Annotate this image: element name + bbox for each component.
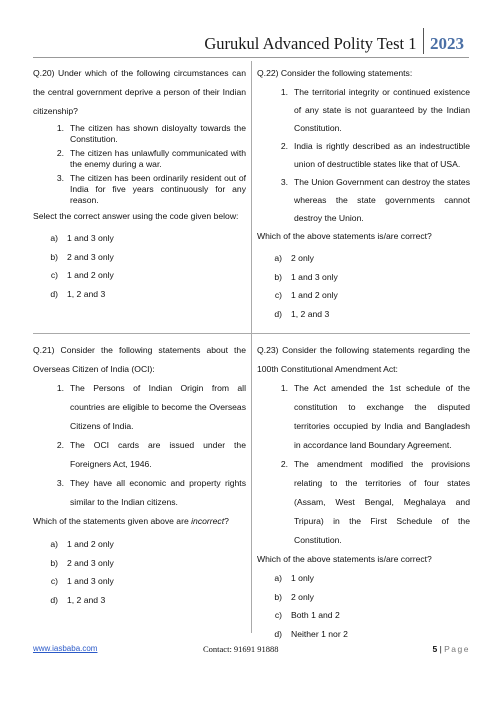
option-text: 1, 2 and 3 xyxy=(67,288,106,299)
question-stem: Q.21) Consider the following statements about the Overseas Citizen of India (OCI): xyxy=(33,345,246,374)
question-stem: Q.23) Consider the following statements regarding the 100th Constitutional Amendment Act: xyxy=(257,345,470,374)
question-23 xyxy=(257,341,470,643)
option-text: 1 and 3 only xyxy=(67,576,114,586)
option-c xyxy=(257,286,470,305)
option-c xyxy=(33,572,246,591)
option-text: 1 and 3 only xyxy=(67,233,114,243)
statement-item xyxy=(33,148,246,170)
statement-item xyxy=(33,436,246,474)
statement-text: The citizen has unlawfully communicated with the enemy during a war. xyxy=(70,148,246,169)
page-footer xyxy=(33,644,470,656)
header-title: Gurukul Advanced Polity Test 1 xyxy=(204,34,417,53)
option-list xyxy=(257,569,470,643)
option-label: a) xyxy=(274,573,282,583)
statement-number: 2. xyxy=(56,440,64,450)
option-list xyxy=(33,229,246,303)
option-text: 1, 2 and 3 xyxy=(291,308,330,319)
statement-item xyxy=(257,83,470,137)
option-text: 2 only xyxy=(291,253,314,263)
statement-list xyxy=(257,379,470,550)
option-b xyxy=(257,588,470,607)
statement-number: 1. xyxy=(280,383,288,393)
question-stem: Q.20) Under which of the following circumstances can the central government deprive a person of their Indian citizenship? xyxy=(33,68,246,116)
option-label: a) xyxy=(50,233,58,243)
statement-number: 1. xyxy=(280,87,288,97)
statement-text: The OCI cards are issued under the Foreigners Act, 1946. xyxy=(70,440,246,469)
statement-item xyxy=(33,474,246,512)
statement-number: 1. xyxy=(56,383,64,393)
option-text: Neither 1 nor 2 xyxy=(291,628,348,639)
option-a xyxy=(257,249,470,268)
question-22 xyxy=(257,64,470,323)
statement-item xyxy=(257,455,470,550)
option-label: d) xyxy=(274,308,282,319)
option-list xyxy=(33,535,246,609)
statement-number: 2. xyxy=(280,141,288,151)
option-label: d) xyxy=(50,288,58,299)
statement-text: The Union Government can destroy the states whereas the state governments cannot destroy the Union. xyxy=(294,177,470,223)
option-text: 1 and 3 only xyxy=(291,271,338,282)
answer-instruction: Which of the above statements is/are correct? xyxy=(257,554,432,564)
page-number xyxy=(432,644,470,654)
statement-text: The amendment modified the provisions relating to the territories of four states (Assam, West Bengal, Meghalaya and Tripura) in the First Schedule of the Constitution. xyxy=(294,459,470,545)
option-d xyxy=(33,285,246,304)
row-divider xyxy=(33,333,470,334)
website-link[interactable]: www.iasbaba.com xyxy=(33,644,98,653)
option-a xyxy=(257,569,470,588)
answer-instruction xyxy=(33,512,246,531)
instruction-emphasis: incorrect xyxy=(191,516,225,526)
option-label: d) xyxy=(274,628,282,639)
option-label: c) xyxy=(50,576,58,586)
option-label: b) xyxy=(274,591,282,602)
option-c xyxy=(33,266,246,285)
statement-item xyxy=(33,173,246,206)
option-b xyxy=(33,248,246,267)
option-label: c) xyxy=(50,270,58,280)
page-separator: | xyxy=(437,644,445,654)
page-label: Page xyxy=(444,644,470,654)
statement-text: The citizen has been ordinarily resident out of India for five years continuously for any reason. xyxy=(70,173,246,205)
option-a xyxy=(33,229,246,248)
page-header xyxy=(0,26,464,54)
statement-number: 1. xyxy=(56,123,64,133)
instruction-text: Which of the statements given above are xyxy=(33,516,192,526)
statement-item xyxy=(257,137,470,173)
statement-number: 3. xyxy=(280,177,288,187)
option-text: 1 and 2 only xyxy=(67,539,114,549)
option-label: b) xyxy=(50,251,58,262)
option-text: 2 and 3 only xyxy=(67,557,114,568)
option-list xyxy=(257,249,470,323)
option-label: c) xyxy=(274,610,282,620)
statement-list xyxy=(33,379,246,512)
statement-item xyxy=(33,379,246,436)
statement-list xyxy=(33,123,246,206)
statement-number: 2. xyxy=(280,459,288,469)
option-text: 1 only xyxy=(291,573,314,583)
header-rule xyxy=(33,57,469,58)
statement-text: The Persons of Indian Origin from all countries are eligible to become the Overseas Citizens of India. xyxy=(70,383,246,431)
statement-item xyxy=(33,123,246,145)
option-text: 1, 2 and 3 xyxy=(67,594,106,605)
option-d xyxy=(257,305,470,324)
option-d xyxy=(33,591,246,610)
column-divider xyxy=(251,61,252,633)
statement-item xyxy=(257,379,470,455)
option-d xyxy=(257,625,470,644)
option-text: 1 and 2 only xyxy=(291,290,338,300)
statement-number: 2. xyxy=(56,148,64,158)
option-label: a) xyxy=(50,539,58,549)
question-stem: Q.22) Consider the following statements: xyxy=(257,68,413,78)
statement-number: 3. xyxy=(56,478,64,488)
header-year: 2023 xyxy=(430,34,464,53)
contact-info: Contact: 91691 91888 xyxy=(203,644,279,654)
option-label: c) xyxy=(274,290,282,300)
statement-text: India is rightly described as an indestructible union of destructible states like that of USA. xyxy=(294,141,470,169)
option-a xyxy=(33,535,246,554)
option-label: d) xyxy=(50,594,58,605)
option-text: 2 only xyxy=(291,591,314,602)
page-number-value: 5 xyxy=(432,644,438,654)
option-text: 2 and 3 only xyxy=(67,251,114,262)
statement-item xyxy=(257,173,470,227)
option-b xyxy=(33,554,246,573)
option-label: a) xyxy=(274,253,282,263)
header-separator xyxy=(423,28,425,54)
answer-instruction: Which of the above statements is/are correct? xyxy=(257,231,432,241)
option-text: 1 and 2 only xyxy=(67,270,114,280)
statement-number: 3. xyxy=(56,173,64,183)
option-label: b) xyxy=(274,271,282,282)
option-c xyxy=(257,606,470,625)
answer-instruction: Select the correct answer using the code given below: xyxy=(33,211,239,221)
option-label: b) xyxy=(50,557,58,568)
option-b xyxy=(257,268,470,287)
statement-text: The territorial integrity or continued existence of any state is not guaranteed by the Indian Constitution. xyxy=(294,87,470,133)
question-grid xyxy=(33,61,470,639)
statement-text: They have all economic and property rights similar to the Indian citizens. xyxy=(70,478,246,507)
question-20 xyxy=(33,64,246,303)
statement-text: The citizen has shown disloyalty towards the Constitution. xyxy=(70,123,246,144)
question-21 xyxy=(33,341,246,609)
option-text: Both 1 and 2 xyxy=(291,610,340,620)
instruction-end: ? xyxy=(224,516,229,526)
statement-list xyxy=(257,83,470,227)
statement-text: The Act amended the 1st schedule of the constitution to exchange the disputed territories occupied by India and Bangladesh in accordance land Boundary Agreement. xyxy=(294,383,470,450)
